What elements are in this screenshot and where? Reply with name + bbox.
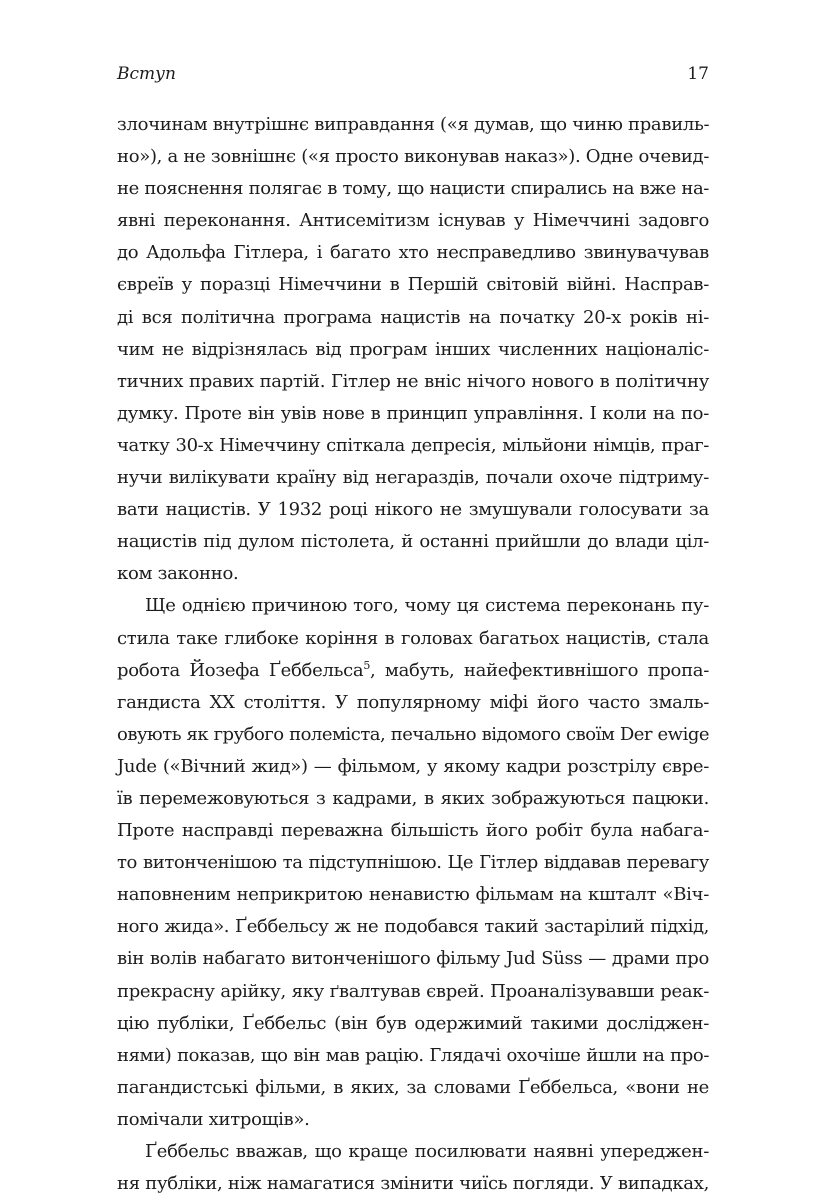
text-line: нями) показав, що він мав рацію. Глядачі охочіше йшли на про- — [117, 1044, 709, 1066]
text-line: ня публіки, ніж намагатися змінити чиїсь погляди. У випадках, — [117, 1173, 709, 1195]
text-line: явні переконання. Антисемітизм існував у Німеччині задовго — [117, 210, 709, 232]
text-line: но»), а не зовнішнє («я просто виконував наказ»). Одне очевид- — [117, 146, 710, 168]
text-line: прекрасну арійку, яку ґвалтував єврей. Проаналізувавши реак- — [117, 980, 709, 1002]
text-line: нацистів під дулом пістолета, й останні прийшли до влади ціл- — [117, 531, 709, 553]
text-line: вати нацистів. У 1932 році нікого не змушували голосувати за — [117, 499, 709, 521]
running-head — [117, 62, 709, 86]
text-line: ді вся політична програма нацистів на початку 20-х років ні- — [117, 306, 709, 328]
text-segment: робота Йозефа Ґеббельса — [117, 659, 364, 681]
text-line: ком законно. — [117, 563, 239, 585]
text-line: овують як грубого полеміста, печально відомого своїм Der ewige — [117, 723, 709, 745]
text-line: пагандистські фільми, в яких, за словами Ґеббельса, «вони не — [117, 1076, 709, 1098]
text-line: до Адольфа Гітлера, і багато хто несправедливо звинувачував — [117, 242, 709, 264]
text-line: чатку 30-х Німеччину спіткала депресія, мільйони німців, праг- — [117, 434, 709, 456]
page-number: 17 — [687, 64, 709, 84]
footnote-reference[interactable]: 5 — [363, 658, 371, 672]
text-line: стила таке глибоке коріння в головах багатьох нацистів, стала — [117, 627, 709, 649]
text-line: злочинам внутрішнє виправдання («я думав, що чиню правиль- — [117, 114, 710, 135]
text-line: то витонченішою та підступнішою. Це Гітлер віддавав перевагу — [117, 852, 709, 874]
text-segment: , мабуть, найефективнішого пропа- — [370, 659, 709, 681]
text-line: думку. Проте він увів нове в принцип управління. І коли на по- — [117, 402, 709, 424]
text-line: він волів набагато витонченішого фільму Jud Süss — драми про — [117, 948, 709, 970]
text-line: Ще однією причиною того, чому ця система переконань пу- — [145, 595, 709, 617]
text-line: Ґеббельс вважав, що краще посилювати наявні упереджен- — [145, 1141, 709, 1162]
text-line: їв перемежовуються з кадрами, в яких зображуються пацюки. — [117, 787, 709, 809]
text-line: не пояснення полягає в тому, що нацисти спирались на вже на- — [117, 178, 709, 200]
text-line-with-footnote — [117, 655, 709, 687]
text-line: наповненим неприкритою ненавистю фільмам на кшталт «Віч- — [117, 884, 709, 906]
text-line: гандиста XX століття. У популярному міфі його часто змаль- — [117, 691, 709, 713]
text-line: чим не відрізнялась від програм інших численних націоналіс- — [117, 338, 709, 360]
body-text — [117, 109, 709, 1200]
text-line: ного жида». Ґеббельсу ж не подобався такий застарілий підхід, — [117, 916, 709, 938]
text-line: Проте насправді переважна більшість його робіт була набага- — [117, 820, 709, 842]
section-title: Вступ — [117, 64, 176, 84]
text-line: Jude («Вічний жид») — фільмом, у якому кадри розстрілу євре- — [117, 755, 709, 777]
text-line: нучи вилікувати країну від негараздів, почали охоче підтриму- — [117, 467, 709, 489]
text-line: тичних правих партій. Гітлер не вніс нічого нового в політичну — [117, 370, 709, 392]
text-line: помічали хитрощів». — [117, 1108, 310, 1130]
text-line: євреїв у поразці Німеччини в Першій світовій війні. Насправ- — [117, 274, 709, 296]
text-line: цію публіки, Ґеббельс (він був одержимий такими досліджен- — [117, 1012, 709, 1034]
